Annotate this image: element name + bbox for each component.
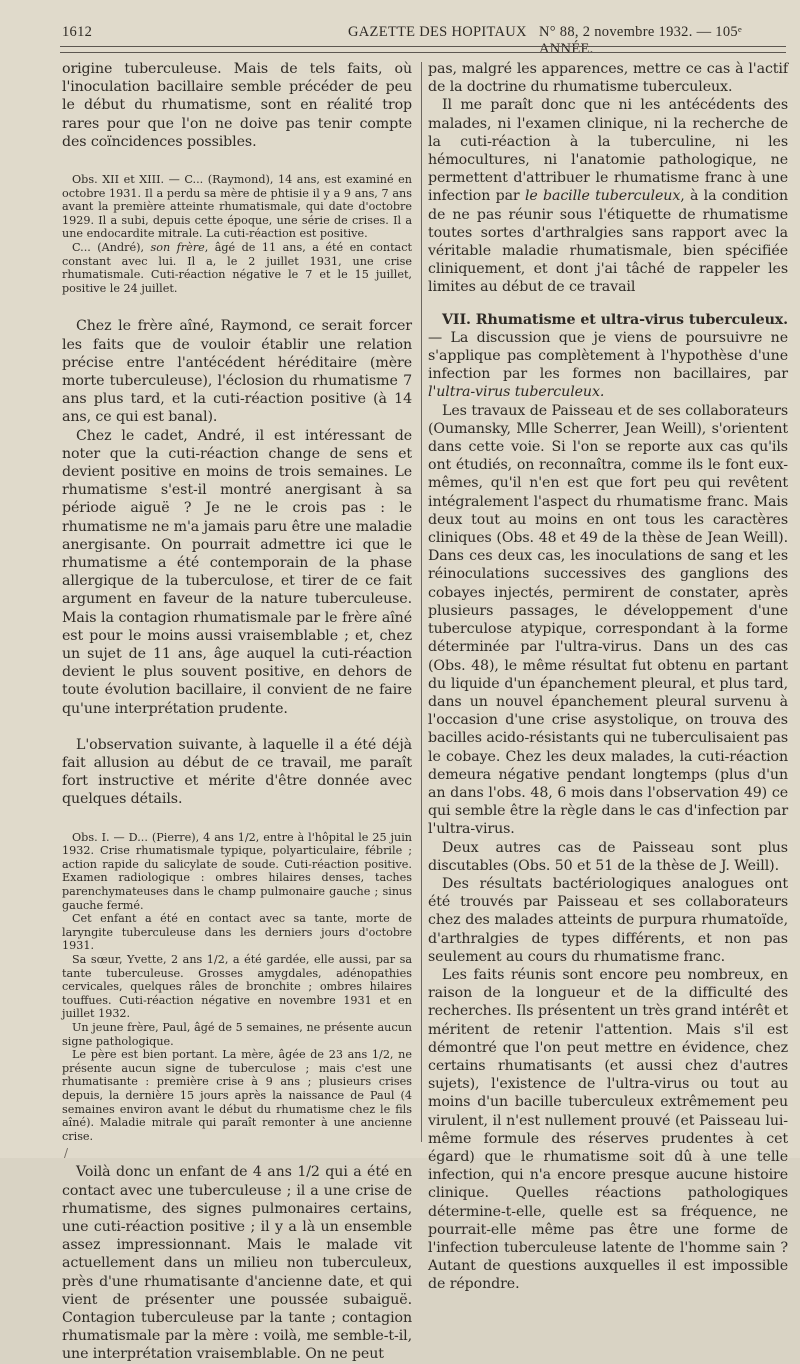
observation-text [62, 241, 412, 295]
paragraph: pas, malgré les apparences, mettre ce cas à l'actif de la doctrine du rhumatisme tuberculeux. [428, 61, 788, 96]
section-title: VII. Rhumatisme et ultra-virus tuberculeux. [442, 311, 788, 328]
right-column [428, 60, 788, 1294]
paragraph: Les travaux de Paisseau et de ses collaborateurs (Oumansky, Mlle Scherrer, Jean Weill), s'orientent dans cette voie. Si l'on se reporte aux cas qu'ils ont étudiés, on reconnaîtra, comme ils le font eux-mêmes, qu'il n'en est que fort peu qui revêtent intégralement l'aspect du rhumatisme franc. Mais deux tout au moins en ont tous les caractères cliniques (Obs. 48 et 49 de la thèse de Jean Weill). Dans ces deux cas, les inoculations de sang et les réinoculations successives des ganglions des cobayes injectés, permirent de constater, après plusieurs passages, le développement d'une tuberculose atypique, correspondant à la forme déterminée par l'ultra-virus. Dans un des cas (Obs. 48), le même résultat fut obtenu en partant du liquide d'un épanchement pleural, et plus tard, dans un nouvel épanchement pleural survenu à l'occasion d'une crise asystolique, on trouva des bacilles acido-résistants qui ne tuberculisaient pas le cobaye. Chez les deux malades, la cuti-réaction demeura négative pendant longtemps (plus d'un an dans l'obs. 48, 6 mois dans l'observation 49) ce qui semble être la règle dans le cas d'infection par l'ultra-virus. [428, 402, 788, 838]
observation-name: C... (André), [72, 240, 151, 254]
observation-text: Obs. XII et XIII. — C... (Raymond), 14 ans, est examiné en octobre 1931. Il a perdu sa mère de phtisie il y a 9 ans, 7 ans avant la première atteinte rhumatismale, qui date d'octobre 1929. Il a subi, depuis cette époque, une série de crises. Il a une endocardite mitrale. La cuti-réaction est positive. [62, 173, 412, 241]
observation-emphasis: son frère [150, 240, 205, 254]
paragraph: Des résultats bactériologiques analogues ont été trouvés par Paisseau et ses collaborateurs chez des malades atteints de purpura rhumatoïde, d'arthralgies de types différents, et non pas seulement au cours du rhumatisme franc. [428, 875, 788, 965]
paragraph: Chez le cadet, André, il est intéressant de noter que la cuti-réaction change de sens et devient positive en moins de trois semaines. Le rhumatisme s'est-il montré anergisant à sa période aiguë ? Je ne le crois pas : le rhumatisme ne m'a jamais paru être une maladie anergisante. On pourrait admettre ici que le rhumatisme a été contemporain de la phase allergique de la tuberculose, et tirer de ce fait argument en faveur de la nature tuberculeuse. Mais la contagion rhumatismale par le frère aîné est pour le moins aussi vraisemblable ; et, chez un sujet de 11 ans, âge auquel la cuti-réaction devient le plus souvent positive, en dehors de toute évolution bacillaire, il convient de ne faire qu'une interprétation prudente. [62, 427, 412, 717]
issue-info: N° 88, 2 novembre 1932. — 105ᵉ ANNÉE. [539, 24, 742, 57]
paragraph [428, 96, 788, 296]
column-divider [421, 62, 422, 1142]
paragraph: origine tuberculeuse. Mais de tels faits, où l'inoculation bacillaire semble précéder de peu le début du rhumatisme, sont en réalité trop rares pour que l'on ne doive pas tenir compte des coïncidences possibles. [62, 61, 412, 150]
observation-block [62, 831, 412, 1144]
separator-mark: / [64, 1146, 69, 1161]
paragraph-text: — La discussion que je viens de poursuivre ne s'applique pas complètement à l'hypothèse d'une infection par les formes non bacillaires, par [428, 329, 788, 383]
paragraph-text: Il me paraît donc que ni les antécédents des malades, ni l'examen clinique, ni la recherche de la cuti-réaction à la tuberculine, ni les hémocultures, ni l'anatomie pathologique, ne permettent d'attribuer le rhumatisme franc à une infection par [428, 97, 788, 205]
header-rule-thick [60, 46, 786, 47]
header-rule-thin [60, 52, 786, 53]
left-column [62, 60, 412, 1364]
paragraph-text: , à la condition de ne pas réunir sous l'étiquette de rhumatisme toutes sortes d'arthralgies sans rapport avec la véritable maladie rhumatismale, bien spécifiée cliniquement, et dont j'ai tâché de rappeler les limites au début de ce travail [428, 188, 788, 296]
page-number: 1612 [62, 24, 93, 40]
observation-text: Cet enfant a été en contact avec sa tante, morte de laryngite tuberculeuse dans les derniers jours d'octobre 1931. [62, 912, 412, 953]
page-header [52, 20, 790, 57]
journal-title: GAZETTE DES HOPITAUX [348, 24, 527, 40]
observation-rest: , âgé de 11 ans, a été en contact constant avec lui. Il a, le 2 juillet 1931, une crise rhumatismale. Cuti-réaction négative le 7 et le 15 juillet, positive le 24 juillet. [62, 240, 412, 295]
paragraph: Les faits réunis sont encore peu nombreux, en raison de la longueur et de la difficulté des recherches. Ils présentent un très grand intérêt et méritent de retenir l'attention. Mais s'il est démontré que l'on peut mettre en évidence, chez certains rhumatisants (et aussi chez d'autres sujets), l'existence de l'ultra-virus ou tout au moins d'un bacille tuberculeux extrêmement peu virulent, il n'est nullement prouvé (et Paisseau lui-même formule des réserves prudentes à cet égard) que le rhumatisme soit dû à une telle infection, qui n'a encore presque aucune histoire clinique. Quelles réactions pathologiques détermine-t-elle, quelle est sa fréquence, ne pourrait-elle même pas être une forme de l'infection tuberculeuse latente de l'homme sain ? Autant de questions auxquelles il est impossible de répondre. [428, 966, 788, 1293]
observation-text: Sa sœur, Yvette, 2 ans 1/2, a été gardée, elle aussi, par sa tante tuberculeuse. Grosses amygdales, adénopathies cervicales, quelques râles de bronchite ; ombres hilaires touffues. Cuti-réaction négative en novembre 1931 et en juillet 1932. [62, 952, 412, 1021]
observation-text: Un jeune frère, Paul, âgé de 5 semaines, ne présente aucun signe pathologique. [62, 1020, 412, 1048]
paragraph-emphasis: le bacille tuberculeux [524, 188, 681, 205]
paragraph-emphasis: l'ultra-virus tuberculeux. [428, 384, 605, 401]
observation-text: Le père est bien portant. La mère, âgée de 23 ans 1/2, ne présente aucun signe de tuberculose ; mais c'est une rhumatisante : première crise à 9 ans ; plusieurs crises depuis, la dernière 15 jours après la naissance de Paul (4 semaines environ avant le début du rhumatisme chez le fils aîné). Maladie mitrale qui paraît remonter à une ancienne crise. [62, 1048, 412, 1143]
section-heading-paragraph [428, 311, 788, 402]
observation-text: Obs. I. — D... (Pierre), 4 ans 1/2, entre à l'hôpital le 25 juin 1932. Crise rhumatismale typique, polyarticulaire, fébrile ; action rapide du salicylate de soude. Cuti-réaction positive. Examen radiologique : ombres hilaires denses, taches parenchymateuses dans le champ pulmonaire gauche ; sinus gauche fermé. [62, 830, 412, 912]
paragraph: Chez le frère aîné, Raymond, ce serait forcer les faits que de vouloir établir une relation précise entre l'antécédent héréditaire (mère morte tuberculeuse), l'éclosion du rhumatisme 7 ans plus tard, et la cuti-réaction positive (à 14 ans, ce qui est banal). [62, 318, 412, 426]
paragraph: L'observation suivante, à laquelle il a été déjà fait allusion au début de ce travail, me paraît fort instructive et mérite d'être donnée avec quelques détails. [62, 736, 412, 808]
observation-block [62, 173, 412, 295]
paragraph: Deux autres cas de Paisseau sont plus discutables (Obs. 50 et 51 de la thèse de J. Weill). [428, 839, 788, 874]
paragraph: Voilà donc un enfant de 4 ans 1/2 qui a été en contact avec une tuberculeuse ; il a une crise de rhumatisme, des signes pulmonaires certains, une cuti-réaction positive ; il y a là un ensemble assez impressionnant. Mais le malade vit actuellement dans un milieu non tuberculeux, près d'une rhumatisante d'ancienne date, et qui vient de présenter une poussée subaiguë. Contagion tuberculeuse par la tante ; contagion rhumatismale par la mère : voilà, me semble-t-il, une interprétation vraisemblable. On ne peut [62, 1164, 412, 1363]
